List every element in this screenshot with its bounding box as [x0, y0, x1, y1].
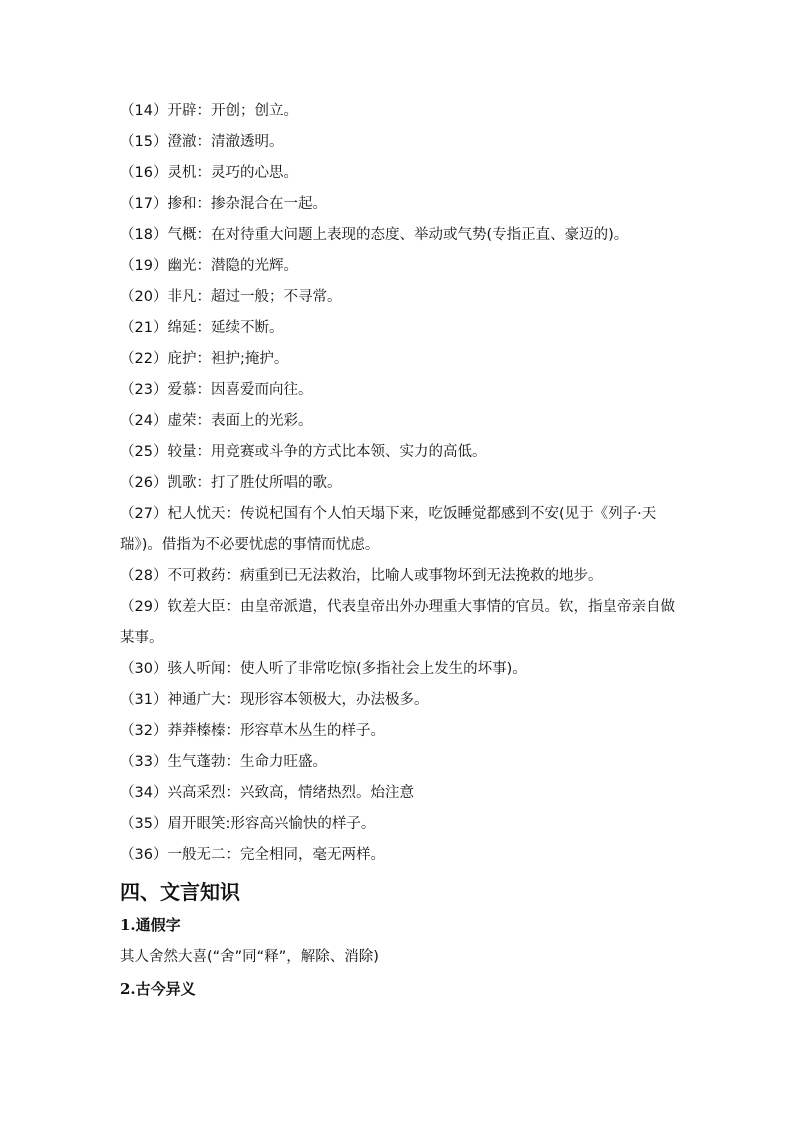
vocab-entry: （23）爱慕：因喜爱而向往。: [120, 382, 313, 398]
vocab-entry: （16）灵机：灵巧的心思。: [120, 165, 298, 181]
vocab-entry: （15）澄澈：清澈透明。: [120, 134, 284, 150]
vocab-entry: （22）庇护：袒护;掩护。: [120, 351, 289, 367]
document-page: [120, 96, 680, 1005]
vocab-entry: （34）兴高采烈：兴致高，情绪热烈。炲注意: [120, 785, 414, 801]
vocab-entry: （36）一般无二：完全相同，毫无两样。: [120, 847, 385, 863]
vocab-entry: （20）非凡：超过一般；不寻常。: [120, 289, 342, 305]
vocab-entry: （24）虚荣：表面上的光彩。: [120, 413, 313, 429]
vocab-entry: （18）气概：在对待重大问题上表现的态度、举动或气势(专指正直、豪迈的)。: [120, 227, 629, 243]
vocab-entry: （17）掺和：掺杂混合在一起。: [120, 196, 327, 212]
vocab-entry: （21）绵延：延续不断。: [120, 320, 284, 336]
vocab-entry: （31）神通广大：现形容本领极大，办法极多。: [120, 692, 429, 708]
vocab-entry: （30）骇人听闻：使人听了非常吃惊(多指社会上发生的坏事)。: [120, 661, 527, 677]
vocab-entry: （33）生气蓬勃：生命力旺盛。: [120, 754, 327, 770]
vocab-entry: （26）凯歌：打了胜仗所唱的歌。: [120, 475, 342, 491]
example-paragraph: 其人舍然大喜(“舍”同“释”，解除、消除): [120, 949, 379, 965]
vocab-entry: （35）眉开眼笑:形容高兴愉快的样子。: [120, 816, 376, 832]
vocab-entry: （27）杞人忧天：传说杞国有个人怕天塌下来，吃饭睡觉都感到不安(见于《列子·天瑞》)。借指为不必要忧虑的事情而忧虑。: [120, 506, 657, 553]
vocab-entry: （29）钦差大臣：由皇帝派遣，代表皇帝出外办理重大事情的官员。钦，指皇帝亲自做某事。: [120, 599, 675, 646]
vocab-entry: （14）开辟：开创；创立。: [120, 103, 298, 119]
vocab-entry: （28）不可救药：病重到已无法救治，比喻人或事物坏到无法挽救的地步。: [120, 568, 603, 584]
vocab-entry: （32）莽莽榛榛：形容草木丛生的样子。: [120, 723, 385, 739]
vocab-entry: （19）幽光：潜隐的光辉。: [120, 258, 298, 274]
subsection-heading: 2.古今异义: [120, 980, 196, 998]
section-heading: 四、文言知识: [120, 880, 240, 904]
vocab-list: [120, 96, 680, 871]
vocab-entry: （25）较量：用竞赛或斗争的方式比本领、实力的高低。: [120, 444, 487, 460]
subsection-heading: 1.通假字: [120, 916, 181, 934]
